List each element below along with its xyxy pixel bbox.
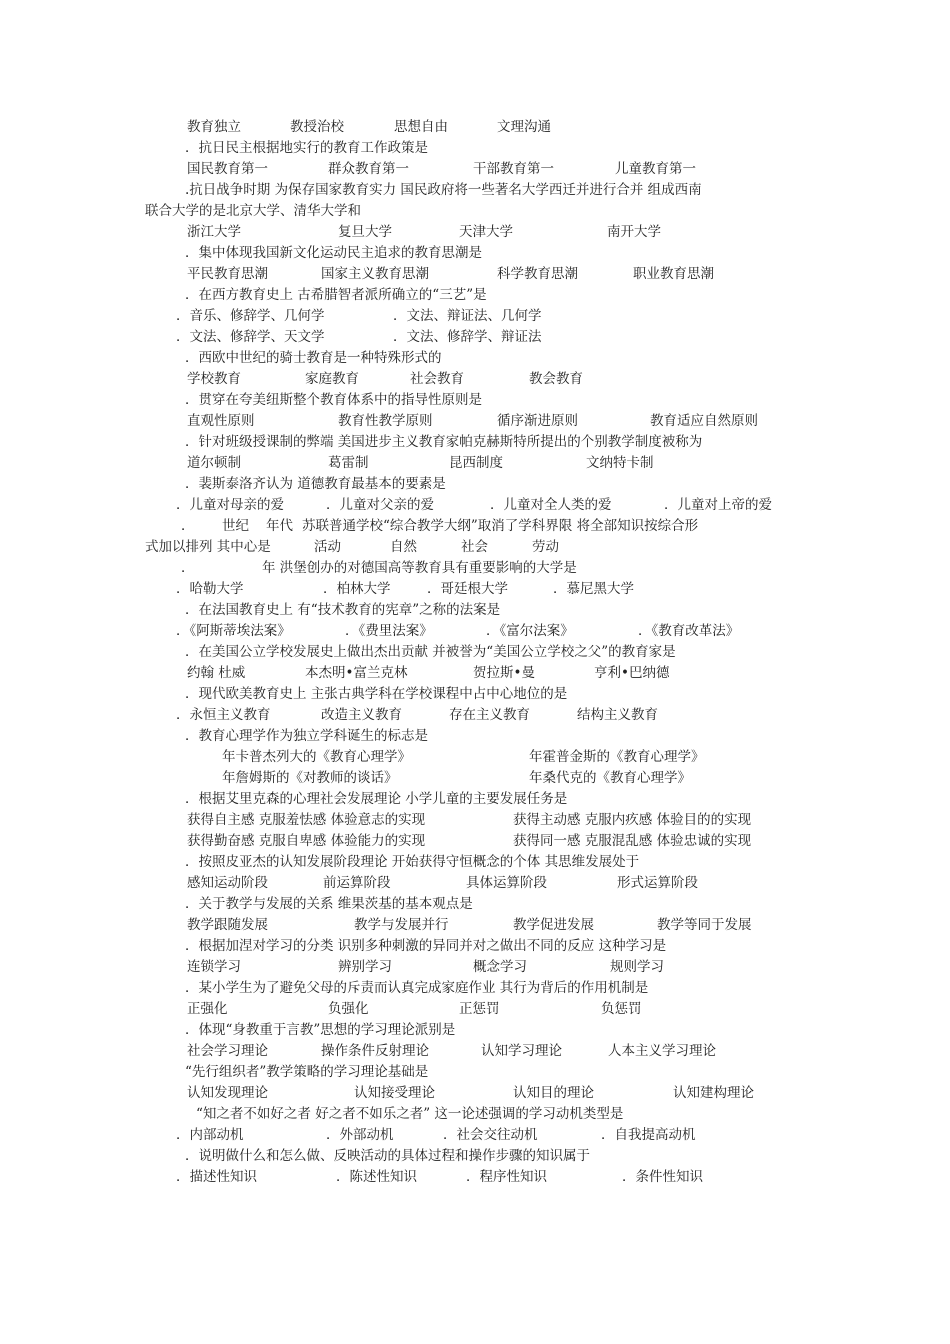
text-segment: 儿童教育第一 [615,161,696,177]
text-segment: 获得主动感 克服内疚感 体验目的的实现 [513,812,752,828]
text-segment: ．条件性知识 [622,1169,703,1185]
text-segment: ．儿童对父亲的爱 [326,497,434,513]
text-segment: 天津大学 [459,224,513,240]
text-segment: 负强化 [328,1001,369,1017]
text-segment: ．程序性知识 [466,1169,547,1185]
text-segment: 获得勤奋感 克服自卑感 体验能力的实现 [187,833,426,849]
text-segment: ． [181,560,195,576]
text-segment: 劳动 [532,539,559,555]
text-segment: 文纳特卡制 [586,455,654,471]
text-segment: ．按照皮亚杰的认知发展阶段理论 开始获得守恒概念的个体 其思维发展处于 [185,854,640,870]
text-segment: 苏联普通学校“综合教学大纲”取消了学科界限 将全部知识按综合形 [302,518,699,534]
text-segment: ．儿童对全人类的爱 [490,497,612,513]
text-segment: 结构主义教育 [577,707,658,723]
text-segment: 学校教育 [187,371,241,387]
text-segment: 教育独立 [187,119,241,135]
text-segment: ．儿童对母亲的爱 [176,497,284,513]
text-segment: ．在西方教育史上 古希腊智者派所确立的“三艺”是 [185,287,487,303]
text-segment: 职业教育思潮 [633,266,714,282]
text-segment: 正强化 [187,1001,228,1017]
text-segment: 教学等同于发展 [657,917,752,933]
text-segment: 道尔顿制 [187,455,241,471]
text-segment: 认知接受理论 [354,1085,435,1101]
text-segment: 平民教育思潮 [187,266,268,282]
text-segment: 年桑代克的《教育心理学》 [529,770,691,786]
text-segment: 科学教育思潮 [497,266,578,282]
text-segment: ．说明做什么和怎么做、反映活动的具体过程和操作步骤的知识属于 [185,1148,590,1164]
text-segment: ．外部动机 [326,1127,394,1143]
text-segment: ．某小学生为了避免父母的斥责而认真完成家庭作业 其行为背后的作用机制是 [185,980,649,996]
text-segment: ．哈勒大学 [176,581,244,597]
text-segment: ．《费里法案》 [345,623,433,639]
text-segment: ．柏林大学 [323,581,391,597]
text-segment: 感知运动阶段 [187,875,268,891]
text-segment: 群众教育第一 [328,161,409,177]
text-segment: ．描述性知识 [176,1169,257,1185]
text-segment: 辨别学习 [338,959,392,975]
text-segment: ．集中体现我国新文化运动民主追求的教育思潮是 [185,245,482,261]
text-segment: 复旦大学 [338,224,392,240]
text-segment: ．现代欧美教育史上 主张古典学科在学校课程中占中心地位的是 [185,686,568,702]
text-segment: ．永恒主义教育 [176,707,271,723]
text-segment: 式加以排列 其中心是 [145,539,271,555]
text-segment: .抗日战争时期 为保存国家教育实力 国民政府将一些著名大学西迁并进行合并 组成西南 [185,182,702,198]
text-segment: 本杰明•富兰克林 [305,665,408,681]
text-segment: ．音乐、修辞学、几何学 [176,308,325,324]
text-segment: ．《教育改革法》 [638,623,740,639]
text-segment: 认知建构理论 [673,1085,754,1101]
text-segment: ． [181,518,195,534]
text-segment: ．针对班级授课制的弊端 美国进步主义教育家帕克赫斯特所提出的个别教学制度被称为 [185,434,703,450]
text-segment: 社会 [461,539,488,555]
text-segment: 前运算阶段 [323,875,391,891]
text-segment: 社会教育 [410,371,464,387]
text-segment: ．根据加涅对学习的分类 识别多种刺激的异同并对之做出不同的反应 这种学习是 [185,938,667,954]
text-segment: 思想自由 [394,119,448,135]
text-segment: 负惩罚 [601,1001,642,1017]
text-segment: ．体现“身教重于言教”思想的学习理论派别是 [185,1022,456,1038]
text-segment: 干部教育第一 [473,161,554,177]
text-segment: 年霍普金斯的《教育心理学》 [529,749,705,765]
text-segment: 概念学习 [473,959,527,975]
text-segment: 教学与发展并行 [354,917,449,933]
text-segment: 约翰 杜威 [187,665,246,681]
text-segment: ．贯穿在夸美纽斯整个教育体系中的指导性原则是 [185,392,482,408]
text-segment: 获得同一感 克服混乱感 体验忠诚的实现 [513,833,752,849]
text-segment: 社会学习理论 [187,1043,268,1059]
text-segment: ．在法国教育史上 有“技术教育的宪章”之称的法案是 [185,602,501,618]
text-segment: ．社会交往动机 [443,1127,538,1143]
text-segment: 浙江大学 [187,224,241,240]
text-segment: ．西欧中世纪的骑士教育是一种特殊形式的 [185,350,442,366]
text-segment: 教学跟随发展 [187,917,268,933]
text-segment: “先行组织者”教学策略的学习理论基础是 [185,1064,429,1080]
text-segment: “知之者不如好之者 好之者不如乐之者” 这一论述强调的学习动机类型是 [196,1106,624,1122]
text-segment: ．文法、辩证法、几何学 [393,308,542,324]
text-segment: 年詹姆斯的《对教师的谈话》 [222,770,398,786]
text-segment: ．内部动机 [176,1127,244,1143]
text-segment: 教育适应自然原则 [650,413,758,429]
text-segment: 活动 [314,539,341,555]
text-segment: 教育性教学原则 [338,413,433,429]
text-segment: 葛雷制 [328,455,369,471]
text-segment: ．关于教学与发展的关系 维果茨基的基本观点是 [185,896,473,912]
text-segment: ．儿童对上帝的爱 [664,497,772,513]
text-segment: ．根据艾里克森的心理社会发展理论 小学儿童的主要发展任务是 [185,791,568,807]
text-segment: ．哥廷根大学 [427,581,508,597]
text-segment: 年卡普杰列大的《教育心理学》 [222,749,411,765]
text-segment: 连锁学习 [187,959,241,975]
text-segment: 教学促进发展 [513,917,594,933]
text-segment: 形式运算阶段 [617,875,698,891]
text-segment: ．《阿斯蒂埃法案》 [176,623,291,639]
text-segment: 年 洪堡创办的对德国高等教育具有重要影响的大学是 [262,560,577,576]
text-segment: ．慕尼黑大学 [553,581,634,597]
text-segment: 教会教育 [529,371,583,387]
text-segment: 家庭教育 [305,371,359,387]
text-segment: 世纪 [222,518,249,534]
text-segment: 联合大学的是北京大学、清华大学和 [145,203,361,219]
text-segment: 年代 [266,518,293,534]
text-segment: 文理沟通 [497,119,551,135]
text-segment: 国家主义教育思潮 [321,266,429,282]
text-segment: 教授治校 [290,119,344,135]
text-segment: 人本主义学习理论 [608,1043,716,1059]
text-segment: 认知目的理论 [513,1085,594,1101]
text-segment: 国民教育第一 [187,161,268,177]
text-segment: ．文法、修辞学、辩证法 [393,329,542,345]
text-segment: ．抗日民主根据地实行的教育工作政策是 [185,140,428,156]
text-segment: 南开大学 [607,224,661,240]
text-segment: ．陈述性知识 [336,1169,417,1185]
text-segment: 贺拉斯•曼 [473,665,535,681]
text-segment: ．自我提高动机 [601,1127,696,1143]
text-segment: 具体运算阶段 [466,875,547,891]
text-segment: 规则学习 [610,959,664,975]
text-segment: ．裴斯泰洛齐认为 道德教育最基本的要素是 [185,476,446,492]
text-segment: 亨利•巴纳德 [594,665,670,681]
text-segment: 自然 [390,539,417,555]
text-segment: 直观性原则 [187,413,255,429]
text-segment: 昆西制度 [449,455,503,471]
text-segment: 认知发现理论 [187,1085,268,1101]
text-segment: 存在主义教育 [449,707,530,723]
text-segment: ．文法、修辞学、天文学 [176,329,325,345]
text-segment: 操作条件反射理论 [321,1043,429,1059]
text-segment: 改造主义教育 [321,707,402,723]
text-segment: 正惩罚 [459,1001,500,1017]
text-segment: ．《富尔法案》 [486,623,574,639]
text-segment: 循序渐进原则 [497,413,578,429]
text-segment: ．教育心理学作为独立学科诞生的标志是 [185,728,428,744]
text-segment: 认知学习理论 [481,1043,562,1059]
text-segment: 获得自主感 克服羞怯感 体验意志的实现 [187,812,426,828]
text-segment: ．在美国公立学校发展史上做出杰出贡献 并被誉为“美国公立学校之父”的教育家是 [185,644,676,660]
